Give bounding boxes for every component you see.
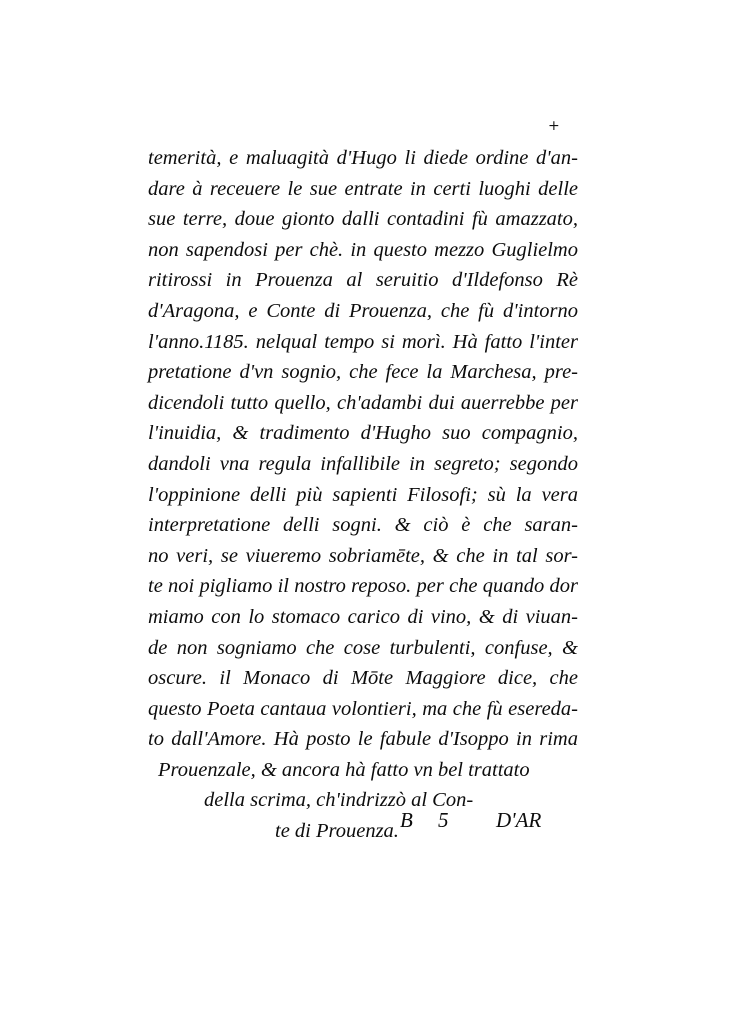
text-line: no veri, se viueremo sobriamēte, & che in tal sor- [148,544,578,567]
text-line: oscure. il Monaco di Mōte Maggiore dice, che [148,667,578,690]
page-footer [400,808,570,838]
catchword: D'AR [496,808,542,832]
text-line: interpretatione delli sogni. & ciò è che saran- [148,514,578,537]
text-line: Prouenzale, & ancora hà fatto vn bel trattato [158,758,530,781]
text-line: non sapendosi per chè. in questo mezzo Guglielmo [148,238,578,261]
text-line: ritirossi in Prouenza al seruitio d'Ildefonso Rè [148,269,578,292]
text-line: l'inuidia, & tradimento d'Hugho suo compagnio, [148,422,578,445]
signature-number: 5 [438,808,449,832]
text-line: te noi pigliamo il nostro reposo. per che quando dor [148,575,578,598]
page-mark: + [548,118,560,134]
text-line: l'anno.1185. nelqual tempo si morì. Hà fatto l'inter [148,330,578,353]
text-line: temerità, e maluagità d'Hugo li diede ordine d'an- [148,147,578,169]
text-line: to dall'Amore. Hà posto le fabule d'Isoppo in rima [148,728,578,751]
text-line: miamo con lo stomaco carico di vino, & di viuan- [148,605,578,628]
text-line: de non sogniamo che cose turbulenti, confuse, & [148,636,578,659]
body-text [148,143,578,847]
text-line: sue terre, doue gionto dalli contadini fù amazzato, [148,208,578,231]
text-line: d'Aragona, e Conte di Prouenza, che fù d'intorno [148,299,578,322]
text-line: l'oppinione delli più sapienti Filosofi; sù la vera [148,483,578,506]
text-line: della scrima, ch'indrizzò al Con- [204,789,474,812]
text-line: dandoli vna regula infallibile in segreto; segondo [148,452,578,475]
text-line: te di Prouenza. [275,820,399,843]
text-line: dare à receuere le sue entrate in certi luoghi delle [148,177,578,200]
text-line: pretatione d'vn sognio, che fece la Marchesa, pre- [148,361,578,384]
text-line: questo Poeta cantaua volontieri, ma che fù esereda- [148,697,578,720]
text-line: dicendoli tutto quello, ch'adambi dui auerrebbe per [148,391,578,414]
signature-mark: B [400,808,413,832]
